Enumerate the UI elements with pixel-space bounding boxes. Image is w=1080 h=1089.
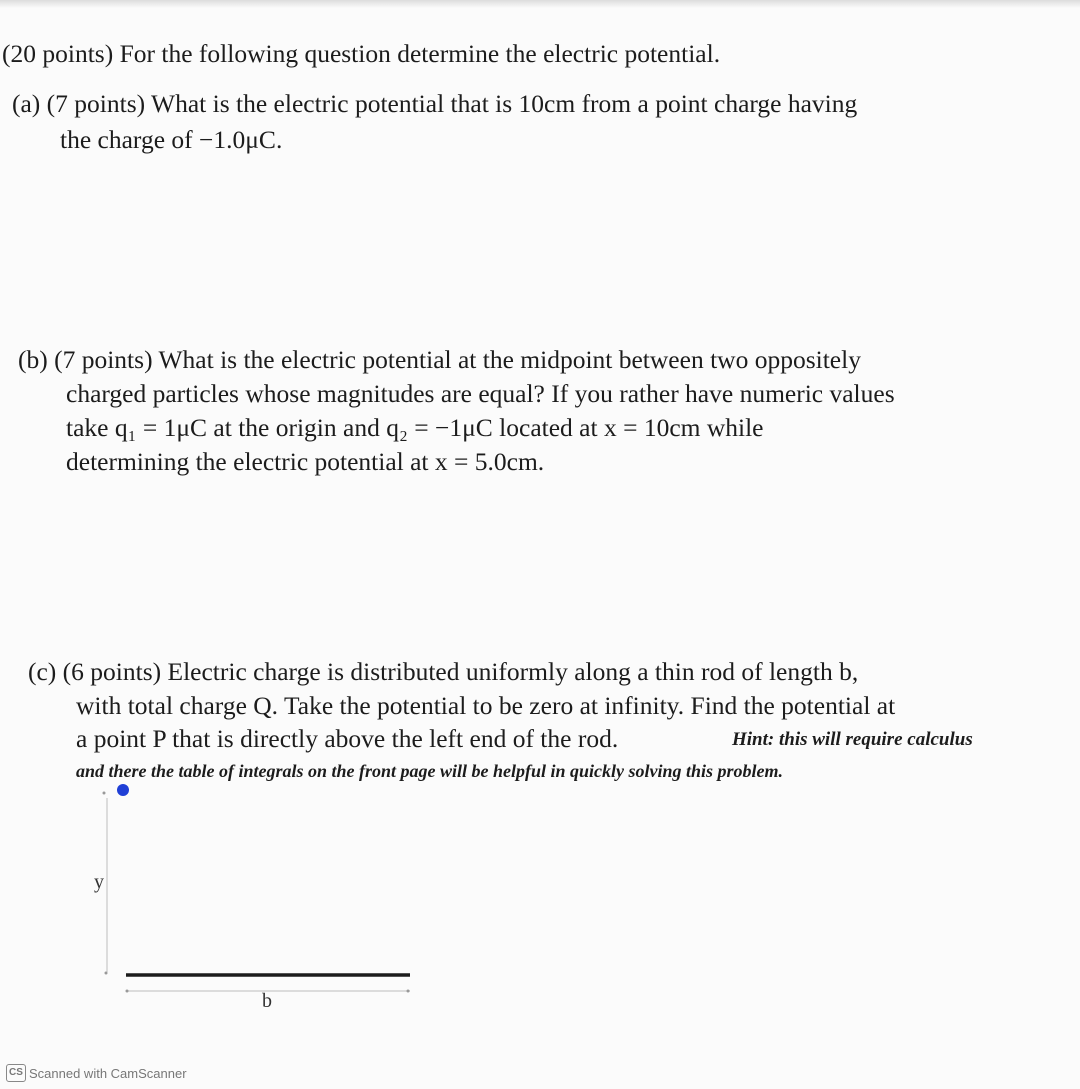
point-p-marker: [117, 784, 129, 796]
part-c-line-2: with total charge Q. Take the potential to be zero at infinity. Find the potential at: [76, 691, 896, 720]
question-header: (20 points) For the following question determine the electric potential.: [2, 39, 721, 68]
part-b-line-3: take q₁ = 1μC at the origin and q₂ = −1μC located at x = 10cm while: [66, 413, 764, 442]
part-c-line-3: a point P that is directly above the left end of the rod.: [76, 724, 619, 753]
camscanner-text: Scanned with CamScanner: [29, 1065, 187, 1081]
y-tick-bottom: [105, 972, 108, 975]
part-b-line-1: (b) (7 points) What is the electric potential at the midpoint between two oppositely: [18, 345, 861, 374]
y-tick-top: [103, 792, 106, 795]
part-c-hint-1: Hint: this will require calculus: [732, 729, 973, 750]
part-c-line-1: (c) (6 points) Electric charge is distributed uniformly along a thin rod of length b,: [28, 657, 859, 686]
y-label: y: [94, 871, 104, 893]
b-tick-left: [126, 990, 129, 993]
part-a-line-2: the charge of −1.0μC.: [60, 125, 283, 154]
b-label: b: [262, 990, 272, 1012]
part-b-line-2: charged particles whose magnitudes are equal? If you rather have numeric values: [66, 379, 895, 408]
camscanner-watermark: [6, 1064, 187, 1082]
page-top-edge: [0, 0, 1080, 8]
camscanner-logo-icon: CS: [6, 1064, 26, 1082]
part-a-line-1: (a) (7 points) What is the electric potential that is 10cm from a point charge having: [12, 89, 858, 118]
rod-figure: [90, 780, 550, 1040]
part-b-line-4: determining the electric potential at x = 5.0cm.: [66, 447, 545, 476]
part-c-hint-2: and there the table of integrals on the front page will be helpful in quickly solving this problem.: [76, 761, 784, 781]
b-tick-right: [407, 990, 410, 993]
